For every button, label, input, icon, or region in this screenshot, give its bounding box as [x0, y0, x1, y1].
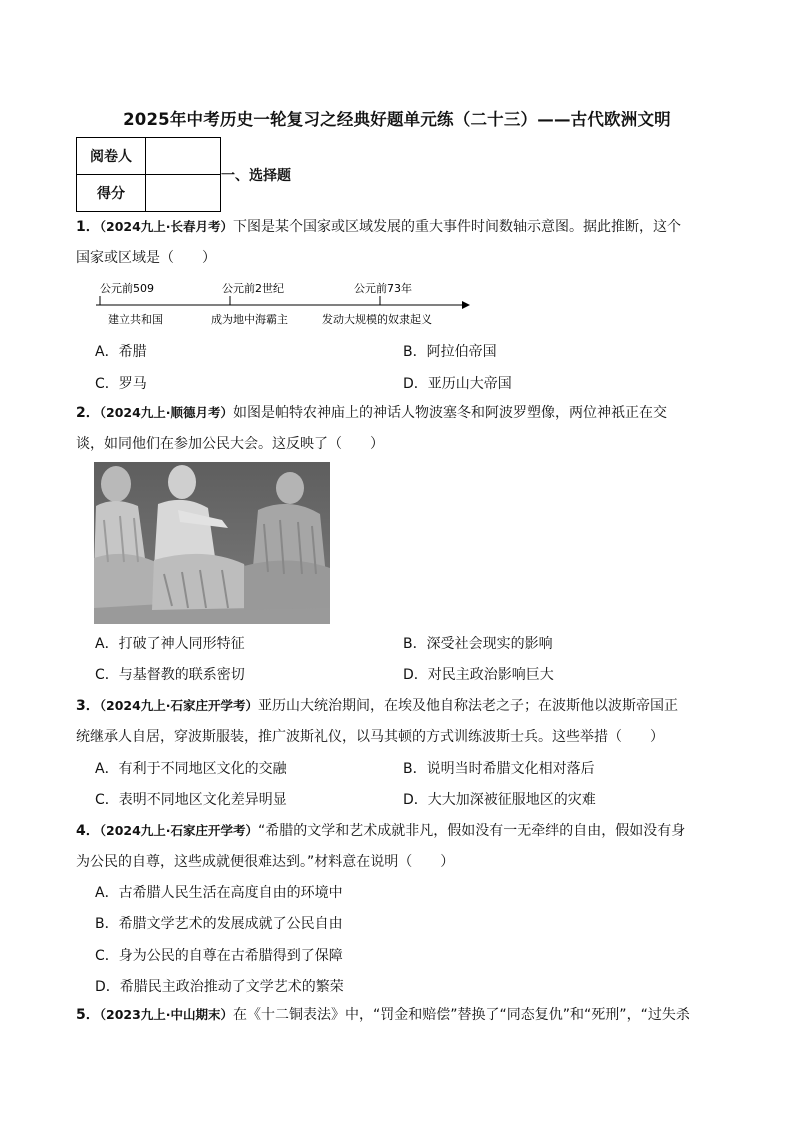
question-number: 2． — [76, 405, 100, 421]
timeline-event-2: 成为地中海霸主 — [211, 313, 288, 326]
question-1 — [76, 211, 716, 274]
question-source: （2024九上·顺德月考） — [99, 405, 234, 420]
section-title: 一、选择题 — [221, 168, 291, 184]
question-text: 下图是某个国家或区域发展的重大事件时间数轴示意图。据此推断，这个 — [233, 219, 682, 235]
question-text: 谈，如同他们在参加公民大会。这反映了（ ） — [76, 436, 384, 452]
timeline-event-1: 建立共和国 — [108, 313, 163, 326]
option-d[interactable]: D．对民主政治影响巨大 — [403, 667, 554, 683]
option-d[interactable]: D．希腊民主政治推动了文学艺术的繁荣 — [95, 979, 344, 995]
option-d[interactable]: D．亚历山大帝国 — [403, 376, 512, 392]
question-source: （2024九上·石家庄开学考） — [99, 698, 259, 713]
question-text: 统继承人自居，穿波斯服装，推广波斯礼仪，以马其顿的方式训练波斯士兵。这些举措（ ） — [76, 729, 664, 745]
option-c[interactable]: C．身为公民的自尊在古希腊得到了保障 — [95, 948, 343, 964]
timeline-diagram — [90, 276, 470, 332]
question-number: 1． — [76, 219, 100, 235]
option-a[interactable]: A．希腊 — [95, 344, 147, 360]
score-field[interactable] — [146, 175, 221, 212]
option-b[interactable]: B．希腊文学艺术的发展成就了公民自由 — [95, 916, 343, 932]
parthenon-relief-image — [94, 462, 330, 624]
timeline-event-3: 发动大规模的奴隶起义 — [322, 313, 432, 326]
question-text: 亚历山大统治期间，在埃及他自称法老之子；在波斯他以波斯帝国正 — [258, 698, 679, 714]
option-b[interactable]: B．说明当时希腊文化相对落后 — [403, 761, 595, 777]
question-3 — [76, 690, 716, 753]
question-number: 4． — [76, 823, 100, 839]
question-text: 在《十二铜表法》中，“罚金和赔偿”替换了“同态复仇”和“死刑”，“过失杀 — [233, 1007, 690, 1023]
option-d[interactable]: D．大大加深被征服地区的灾难 — [403, 792, 596, 808]
option-a[interactable]: A．有利于不同地区文化的交融 — [95, 761, 287, 777]
question-source: （2023九上·中山期末） — [99, 1007, 234, 1022]
timeline-date-2: 公元前2世纪 — [222, 282, 284, 295]
timeline-date-1: 公元前509 — [100, 282, 154, 295]
score-label: 得分 — [77, 175, 146, 212]
question-number: 3． — [76, 698, 100, 714]
option-b[interactable]: B．深受社会现实的影响 — [403, 636, 553, 652]
question-2 — [76, 397, 716, 460]
option-c[interactable]: C．与基督教的联系密切 — [95, 667, 245, 683]
option-c[interactable]: C．表明不同地区文化差异明显 — [95, 792, 287, 808]
score-table — [76, 137, 221, 212]
question-5 — [76, 999, 716, 1031]
question-text: “希腊的文学和艺术成就非凡，假如没有一无牵绊的自由，假如没有身 — [258, 823, 686, 839]
option-b[interactable]: B．阿拉伯帝国 — [403, 344, 497, 360]
reviewer-label: 阅卷人 — [77, 138, 146, 175]
question-text: 为公民的自尊，这些成就便很难达到。”材料意在说明（ ） — [76, 854, 455, 870]
question-source: （2024九上·长春月考） — [99, 219, 234, 234]
timeline-arrow-icon — [462, 301, 470, 309]
page-title: 2025年中考历史一轮复习之经典好题单元练（二十三）——古代欧洲文明 — [123, 110, 671, 129]
question-text: 如图是帕特农神庙上的神话人物波塞冬和阿波罗塑像，两位神祇正在交 — [233, 405, 668, 421]
question-source: （2024九上·石家庄开学考） — [99, 823, 259, 838]
question-4 — [76, 815, 716, 878]
question-number: 5． — [76, 1007, 100, 1023]
option-c[interactable]: C．罗马 — [95, 376, 147, 392]
option-a[interactable]: A．古希腊人民生活在高度自由的环境中 — [95, 885, 343, 901]
reviewer-field[interactable] — [146, 138, 221, 175]
question-text: 国家或区域是（ ） — [76, 250, 216, 266]
option-a[interactable]: A．打破了神人同形特征 — [95, 636, 245, 652]
timeline-date-3: 公元前73年 — [354, 282, 412, 295]
